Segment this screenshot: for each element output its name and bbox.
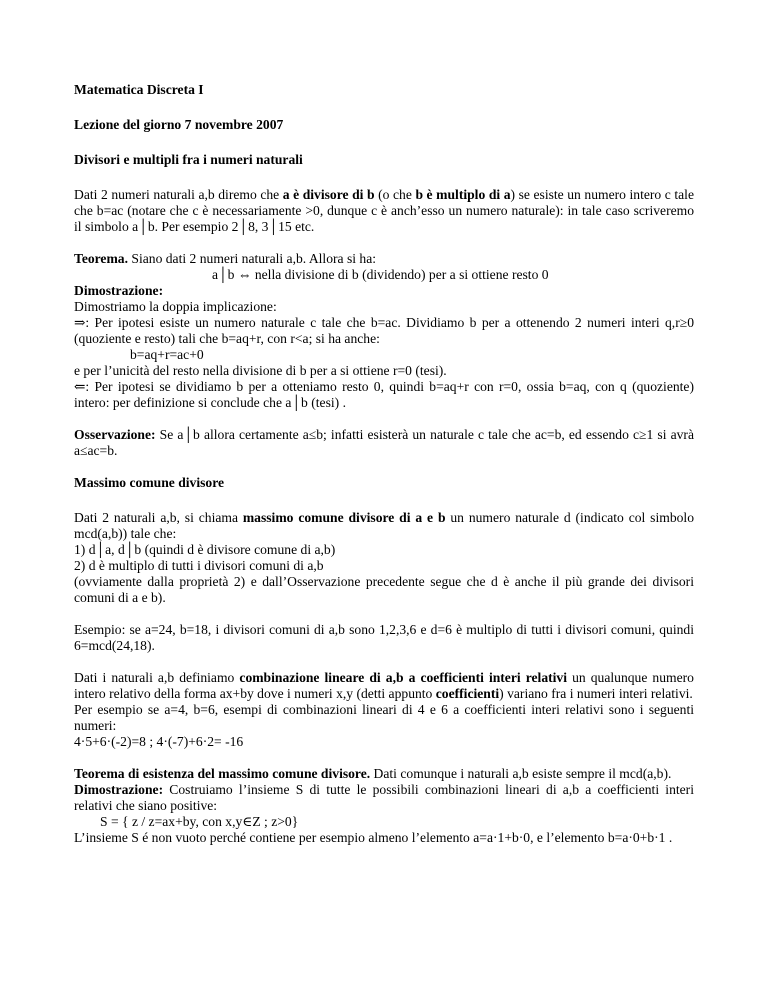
term-divisore: a è divisore di b bbox=[282, 187, 375, 202]
proof-line: e per l’unicità del resto nella divisione di b per a si ottiene r=0 (tesi). bbox=[74, 363, 447, 378]
list-item: (ovviamente dalla proprietà 2) e dall’Osservazione precedente segue che d è anche il più grande dei divisori comuni di a e b). bbox=[74, 574, 694, 605]
section-heading-mcd: Massimo comune divisore bbox=[74, 475, 225, 490]
document-page bbox=[74, 82, 694, 862]
linear-combination-values: 4·5+6·(-2)=8 ; 4·(-7)+6·2= -16 bbox=[74, 734, 244, 749]
mcd-definition: Dati 2 naturali a,b, si chiama massimo comune divisore di a e b un numero naturale d (indicato col simbolo mcd(a,b)) tale che: 1) d│a, d│b (quindi d è divisore comune di a,b) 2) d è multiplo di tutti i divisori comuni di a,b (ovviamente dalla proprietà 2) e dall’Osservazione precedente segue che d è anche il più grande dei divisori comuni di a e b). bbox=[74, 510, 694, 605]
theorem-formula: a│b ⇔ nella divisione di b (dividendo) per a si ottiene resto 0 bbox=[212, 267, 549, 282]
set-definition: S = { z / z=ax+by, con x,y∈Z ; z>0} bbox=[100, 814, 299, 829]
term-combinazione: combinazione lineare di a,b a coefficienti interi relativi bbox=[239, 670, 567, 685]
mcd-example: Esempio: se a=24, b=18, i divisori comuni di a,b sono 1,2,3,6 e d=6 è multiplo di tutti i divisori comuni, quindi 6=mcd(24,18). bbox=[74, 622, 694, 653]
theorem-divisibility: Teorema. Siano dati 2 numeri naturali a,b. Allora si ha: a│b ⇔ nella divisione di b (dividendo) per a si ottiene resto 0 Dimostrazione: Dimostriamo la doppia implicazione: ⇒: Per ipotesi esiste un numero naturale c tale che b=ac. Dividiamo b per a ottenendo 2 numeri interi q,r≥0 (quoziente e resto) tali che b=aq+r, con r<a; si ha anche: b=aq+r=ac+0 e per l’unicità del resto nella divisione di b per a si ottiene r=0 (tesi). ⇐: Per ipotesi se dividiamo b per a otteniamo resto 0, quindi b=aq+r con r=0, ossia b=aq, con q (quoziente) intero: per definizione si conclude che a│b (tesi) . bbox=[74, 251, 694, 410]
lesson-date: Lezione del giorno 7 novembre 2007 bbox=[74, 117, 284, 132]
proof-line: Dimostriamo la doppia implicazione: bbox=[74, 299, 277, 314]
linear-combination-example: Per esempio se a=4, b=6, esempi di combinazioni lineari di 4 e 6 a coefficienti interi relativi sono i seguenti numeri: bbox=[74, 702, 694, 733]
list-item: 2) d è multiplo di tutti i divisori comuni di a,b bbox=[74, 558, 324, 573]
proof-line: ⇒: Per ipotesi esiste un numero naturale c tale che b=ac. Dividiamo b per a ottenendo 2 numeri interi q,r≥0 (quoziente e resto) tali che b=aq+r, con r<a; si ha anche: bbox=[74, 315, 694, 346]
term-mcd: massimo comune divisore di a e b bbox=[242, 510, 446, 525]
proof-line: ⇐: Per ipotesi se dividiamo b per a otteniamo resto 0, quindi b=aq+r con r=0, ossia b=aq, con q (quoziente) intero: per definizione si conclude che a│b (tesi) . bbox=[74, 379, 694, 410]
document-title: Matematica Discreta I bbox=[74, 82, 204, 97]
list-item: 1) d│a, d│b (quindi d è divisore comune di a,b) bbox=[74, 542, 336, 557]
proof-line: L’insieme S é non vuoto perché contiene per esempio almeno l’elemento a=a·1+b·0, e l’elemento b=a·0+b·1 . bbox=[74, 830, 673, 845]
theorem-label: Teorema. bbox=[74, 251, 128, 266]
observation: Osservazione: Se a│b allora certamente a≤b; infatti esisterà un naturale c tale che ac=b, ed essendo c≥1 si avrà a≤ac=b. bbox=[74, 427, 694, 458]
proof-label: Dimostrazione: bbox=[74, 782, 164, 797]
theorem-existence: Teorema di esistenza del massimo comune divisore. Dati comunque i naturali a,b esiste sempre il mcd(a,b). Dimostrazione: Costruiamo l’insieme S di tutte le possibili combinazioni lineari di a,b a coefficienti interi relativi che siano positive: S = { z / z=ax+by, con x,y∈Z ; z>0} L’insieme S é non vuoto perché contiene per esempio almeno l’elemento a=a·1+b·0, e l’elemento b=a·0+b·1 . bbox=[74, 766, 694, 845]
proof-label: Dimostrazione: bbox=[74, 283, 164, 298]
term-coefficienti: coefficienti bbox=[435, 686, 500, 701]
term-multiplo: b è multiplo di a bbox=[415, 187, 511, 202]
proof-formula: b=aq+r=ac+0 bbox=[130, 347, 204, 362]
section-heading-divisors: Divisori e multipli fra i numeri naturali bbox=[74, 152, 303, 167]
theorem-existence-label: Teorema di esistenza del massimo comune divisore. bbox=[74, 766, 371, 781]
linear-combination-definition: Dati i naturali a,b definiamo combinazione lineare di a,b a coefficienti interi relativi un qualunque numero intero relativo della forma ax+by dove i numeri x,y (detti appunto coefficienti) variano fra i numeri interi relativi. Per esempio se a=4, b=6, esempi di combinazioni lineari di 4 e 6 a coefficienti interi relativi sono i seguenti numeri: 4·5+6·(-2)=8 ; 4·(-7)+6·2= -16 bbox=[74, 670, 694, 749]
observation-label: Osservazione: bbox=[74, 427, 156, 442]
divisor-definition: Dati 2 numeri naturali a,b diremo che a è divisore di b (o che b è multiplo di a) se esiste un numero intero c tale che b=ac (notare che c è necessariamente >0, dunque c è anch’esso un numero naturale): in tale caso scriveremo il simbolo a│b. Per esempio 2│8, 3│15 etc. bbox=[74, 187, 694, 234]
